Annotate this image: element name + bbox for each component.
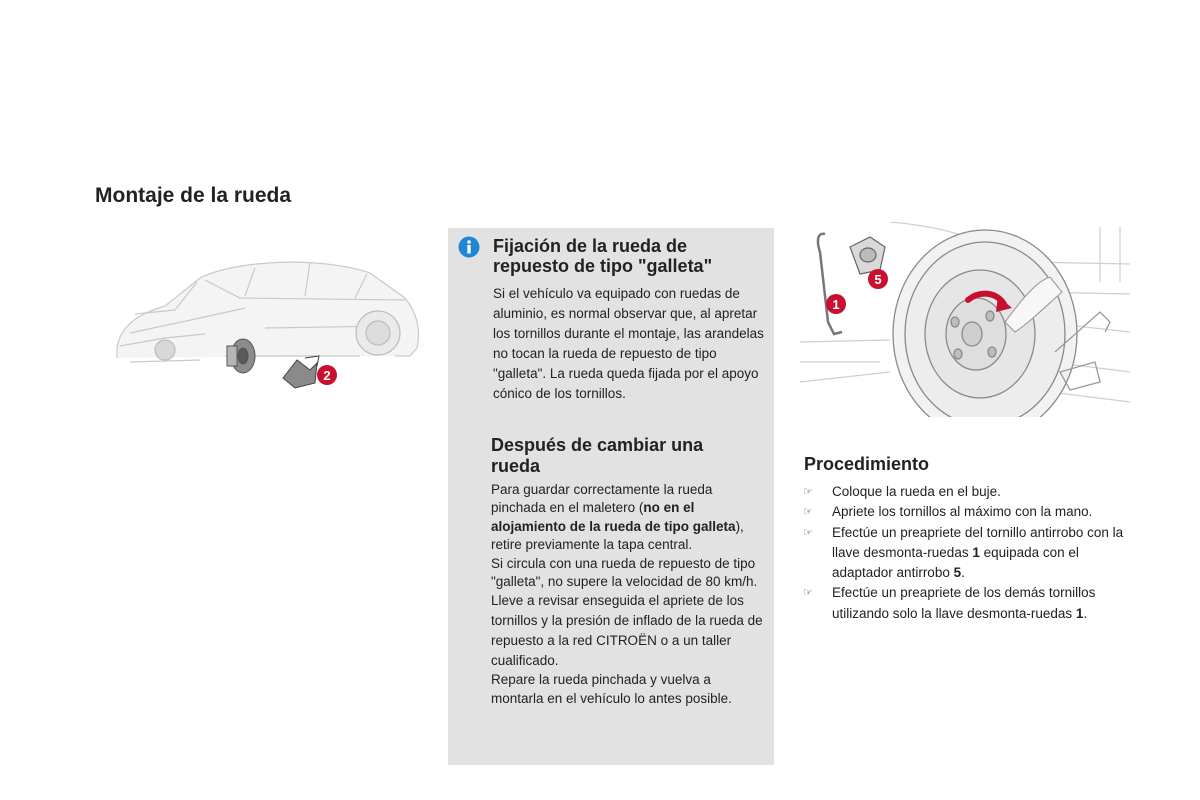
callout-1: 1: [832, 297, 840, 312]
procedure-step: ☞ Apriete los tornillos al máximo con la mano.: [803, 502, 1133, 522]
hand-pointer-icon: ☞: [803, 526, 813, 539]
after-title-line2: rueda: [491, 456, 541, 476]
hand-pointer-icon: ☞: [803, 486, 813, 498]
info-icon: [458, 236, 480, 258]
after-paragraph-2: Si circula con una rueda de repuesto de tipo "galleta", no supere la velocidad de 80 km/h.: [491, 555, 758, 590]
callout-5: 5: [874, 272, 882, 287]
info-title-line1: Fijación de la rueda de: [493, 236, 688, 256]
procedure-step: ☞ Efectúe un preapriete del tornillo antirrobo con la llave desmonta-ruedas 1 equipada con el adaptador antirrobo 5.: [803, 524, 1124, 581]
info-paragraph-text: Si el vehículo va equipado con ruedas de aluminio, es normal observar que, al apretar los tornillos durante el montaje, las arandelas no tocan la rueda de repuesto de tipo "galleta". La rueda queda fijada por el apoyo cónico de los tornillos.: [493, 286, 764, 401]
after-paragraph-1-bold: no en el alojamiento de la rueda de tipo galleta: [491, 500, 736, 534]
info-paragraph: [493, 284, 767, 404]
wheel-mounting-illustration: [800, 222, 1132, 417]
procedure-title: Procedimiento: [804, 454, 930, 474]
callout-2: 2: [323, 368, 331, 383]
after-paragraph-4: Repare la rueda pinchada y vuelva a montarla en el vehículo lo antes posible.: [491, 672, 732, 706]
hand-pointer-icon: ☞: [803, 506, 813, 519]
info-title: [493, 236, 712, 276]
procedure-step: ☞ Coloque la rueda en el buje.: [803, 482, 1133, 502]
after-title-line1: Después de cambiar una: [491, 435, 704, 455]
car-jack-illustration: [105, 238, 430, 408]
info-title-line2: repuesto de tipo "galleta": [493, 256, 713, 276]
after-paragraph-1: Para guardar correctamente la rueda pinchada en el maletero (no en el alojamiento de la rueda de tipo galleta), retire previamente la tapa central.: [491, 482, 744, 553]
hand-pointer-icon: ☞: [803, 587, 813, 600]
procedure-steps: [803, 482, 1133, 624]
procedure-step: ☞ Efectúe un preapriete de los demás tornillos utilizando solo la llave desmonta-ruedas 1.: [803, 585, 1096, 621]
after-change-title: [491, 435, 703, 477]
after-change-text: [491, 481, 767, 708]
page-title: Montaje de la rueda: [95, 184, 292, 207]
after-paragraph-3: Lleve a revisar enseguida el apriete de los tornillos y la presión de inflado de la rueda de repuesto a la red CITROËN o a un taller cualificado.: [491, 593, 763, 669]
